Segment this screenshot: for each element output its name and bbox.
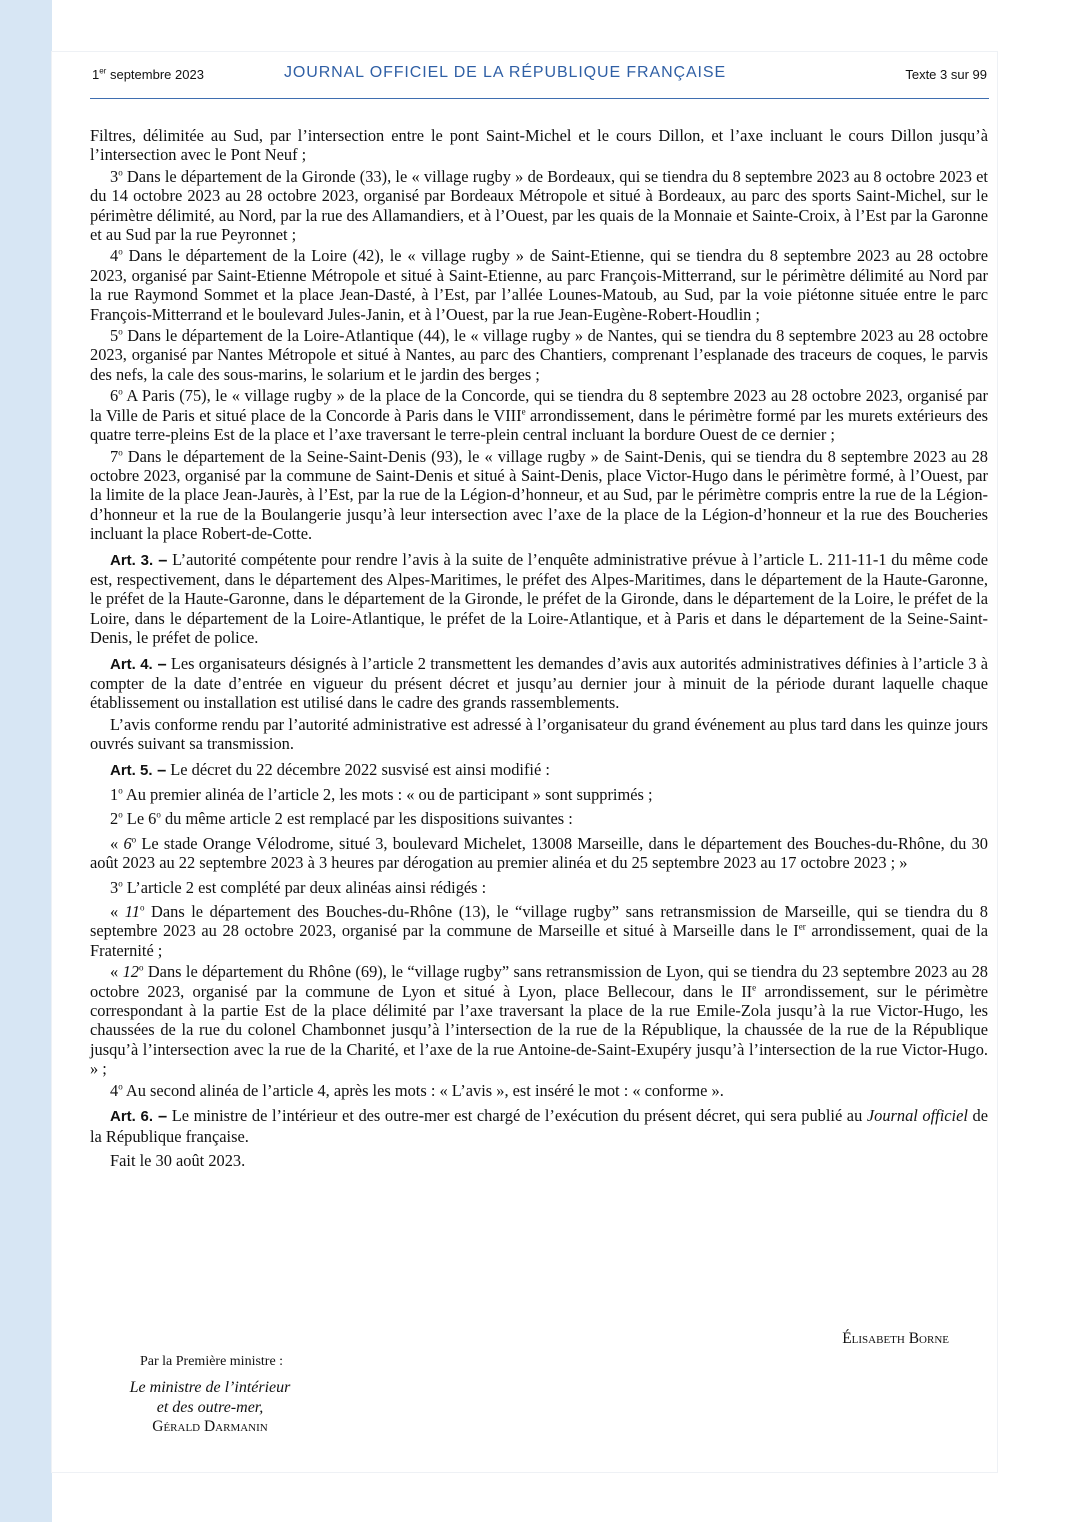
item-6-paris: 6$^o$ A Paris (75), le « village rugby » de la place de la Concorde, qui se tiendra du 8 septembre 2023 au 28 octobre 2023, organisé par la Ville de Paris et situé place de la Concorde à Paris dans le VIIIe arrondissement, dans le périmètre formé par les murets extérieurs des quatre terre-pleins Est de la place et l’axe traversant le terre-plein central incluant la bordure Ouest de ce dernier ;: [90, 386, 988, 445]
article-5-item-3: 3$^o$ L’article 2 est complété par deux alinéas ainsi rédigés :: [110, 877, 487, 897]
article-5-quote-11: « 11$^o$ Dans le département des Bouches-du-Rhône (13), le “village rugby” sans retransmission de Marseille, qui se tiendra du 8 septembre 2023 au 28 octobre 2023, organisé par la commune de Marseille et situé à Marseille dans le Ier arrondissement, quai de la Fraternité ;: [90, 902, 989, 960]
article-5-item-4: 4$^o$ Au second alinéa de l’article 4, après les mots : « L’avis », est inséré le mot : « conforme ».: [110, 1080, 724, 1100]
item-4-saint-etienne: 4$^o$ Dans le département de la Loire (42), le « village rugby » de Saint-Etienne, qui se tiendra du 8 septembre 2023 au 28 octobre 2023, organisé par Saint-Etienne Métropole et situé à Saint-Etienne, au parc François-Mitterrand, sur le périmètre délimité au Nord par la rue Raymond Sommet et la place Jean-Dasté, à l’Est, par l’allée Lounes-Matoub, au Sud, par la voie piétonne située entre le parc François-Mitterrand et le boulevard Jules-Janin, et à l’Ouest, par la rue Jean-Eugène-Robert-Houdlin ;: [90, 246, 988, 324]
article-6-label: Art. 6.: [110, 1108, 153, 1126]
item-7-saint-denis: 7$^o$ Dans le département de la Seine-Saint-Denis (93), le « village rugby » de Saint-Denis, qui se tiendra du 8 septembre 2023 au 28 octobre 2023, organisé par la commune de Saint-Denis et situé à Saint-Denis, place Victor-Hugo dans le périmètre formé, à l’Ouest, par la limite de la place Jean-Jaurès, à l’Est, par la rue de la Légion-d’honneur, et au Sud, par le périmètre compris entre la rue de la Légion-d’honneur et la rue de la Boulangerie jusqu’à leur intersection avec l’axe de la place de la Légion-d’honneur et la rue des Boucheries incluant la place Robert-de-Cotte.: [90, 446, 988, 544]
minister-signature: [90, 1378, 330, 1437]
article-5: Art. 5. – Le décret du 22 décembre 2022 susvisé est ainsi modifié :: [110, 759, 550, 779]
text-number: Texte 3 sur 99: [905, 67, 987, 82]
countersign-intro: Par la Première ministre :: [140, 1354, 284, 1369]
journal-title: JOURNAL OFFICIEL DE LA RÉPUBLIQUE FRANÇAISE: [284, 64, 727, 81]
article-5-item-1: 1$^o$ Au premier alinéa de l’article 2, les mots : « ou de participant » sont supprimés ;: [110, 785, 653, 804]
item-5-nantes: 5$^o$ Dans le département de la Loire-Atlantique (44), le « village rugby » de Nantes, qui se tiendra du 8 septembre 2023 au 28 octobre 2023, organisé par Nantes Métropole et situé à Nantes, au parc des Chantiers, comprenant l’esplanade des traceurs de coques, le parvis des nefs, la cale des sous-marins, le solarium et le jardin des berges ;: [90, 326, 988, 384]
publication-date: 1er septembre 2023: [92, 66, 204, 82]
article-4-paragraph-2: L’avis conforme rendu par l’autorité administrative est adressé à l’organisateur du grand événement au plus tard dans les quinze jours ouvrés suivant sa transmission.: [90, 714, 988, 754]
decree-body: [90, 126, 988, 1172]
article-5-quote-12: « 12$^o$ Dans le département du Rhône (69), le “village rugby” sans retransmission de Lyon, qui se tiendra du 23 septembre 2023 au 28 octobre 2023, organisé par la commune de Lyon et situé à Lyon, place Bellecour, dans le IIe arrondissement, sur le périmètre correspondant à la partie Est de la place délimité par l’axe traversant la place de la rue Emile-Zola jusqu’à la rue Victor-Hugo, les chaussées de la rue du colonel Chambonnet jusqu’à l’intersection de la rue de la République, la chaussée de la rue de la République jusqu’à l’intersection avec la rue de la Charité, et l’axe de la rue Antoine-de-Saint-Exupéry jusqu’à l’intersection de la rue Victor-Hugo. » ;: [90, 962, 988, 1079]
article-4: Art. 4. – Les organisateurs désignés à l’article 2 transmettent les demandes d’avis aux autorités administratives définies à l’article 3 à compter de la date d’entrée en vigueur du présent décret et jusqu’au dernier jour à minuit de la période durant laquelle chaque établissement ou installation est utilisé dans le cadre des grands rassemblements.: [90, 653, 988, 713]
article-5-quote-6: « 6$^o$ Le stade Orange Vélodrome, situé 3, boulevard Michelet, 13008 Marseille, dans le département des Bouches-du-Rhône, du 30 août 2023 au 22 septembre 2023 à 3 heures par dérogation au premier alinéa et du 25 septembre 2023 au 17 octobre 2023 ; »: [90, 833, 988, 873]
article-4-label: Art. 4.: [110, 655, 153, 673]
article-3: Art. 3. – L’autorité compétente pour rendre l’avis à la suite de l’enquête administrative prévue à l’article L. 211-11-1 du même code est, respectivement, dans le département des Alpes-Maritimes, le préfet des Alpes-Maritimes, dans le département de la Haute-Garonne, le préfet de la Haute-Garonne, dans le département de la Gironde, le préfet de la Gironde, dans le département de la Loire, le préfet de la Loire, dans le département de la Loire-Atlantique, le préfet de la Loire-Atlantique, et à Paris et dans le département de la Seine-Saint-Denis, le préfet de police.: [90, 549, 989, 648]
minister-title-line-2: et des outre-mer,: [156, 1398, 264, 1416]
article-5-label: Art. 5.: [110, 761, 153, 779]
document-page: [52, 52, 997, 1472]
article-6: Art. 6. – Le ministre de l’intérieur et des outre-mer est chargé de l’exécution du présent décret, qui sera publié au Journal officiel de la République française.: [90, 1106, 989, 1146]
paragraph-continuation: Filtres, délimitée au Sud, par l’intersection entre le pont Saint-Michel et le cours Dillon, et l’axe incluant le cours Dillon jusqu’à l’intersection avec le Pont Neuf ;: [90, 126, 988, 165]
page-header: [92, 64, 987, 90]
item-3-bordeaux: 3$^o$ Dans le département de la Gironde (33), le « village rugby » de Bordeaux, qui se tiendra du 8 septembre 2023 au 8 octobre 2023 et du 14 octobre 2023 au 28 octobre 2023, organisé par Bordeaux Métropole et situé à Bordeaux, au parc des sports Saint-Michel, sur le périmètre délimité, au Nord, par la rue des Allamandiers, et à l’Ouest, par les quais de la Monnaie et Sainte-Croix, à l’Est par la Garonne et au Sud par la rue Peyronnet ;: [90, 166, 988, 245]
left-margin-band: [0, 0, 52, 1522]
article-5-item-2: 2$^o$ Le 6$^o$ du même article 2 est remplacé par les dispositions suivantes :: [110, 809, 573, 829]
prime-minister-signature: Élisabeth Borne: [842, 1330, 949, 1347]
article-3-label: Art. 3.: [110, 551, 154, 569]
minister-name: Gérald Darmanin: [152, 1418, 268, 1435]
signature-date: Fait le 30 août 2023.: [110, 1150, 246, 1170]
header-rule: [90, 98, 989, 99]
minister-title-line-1: Le ministre de l’intérieur: [129, 1379, 291, 1396]
